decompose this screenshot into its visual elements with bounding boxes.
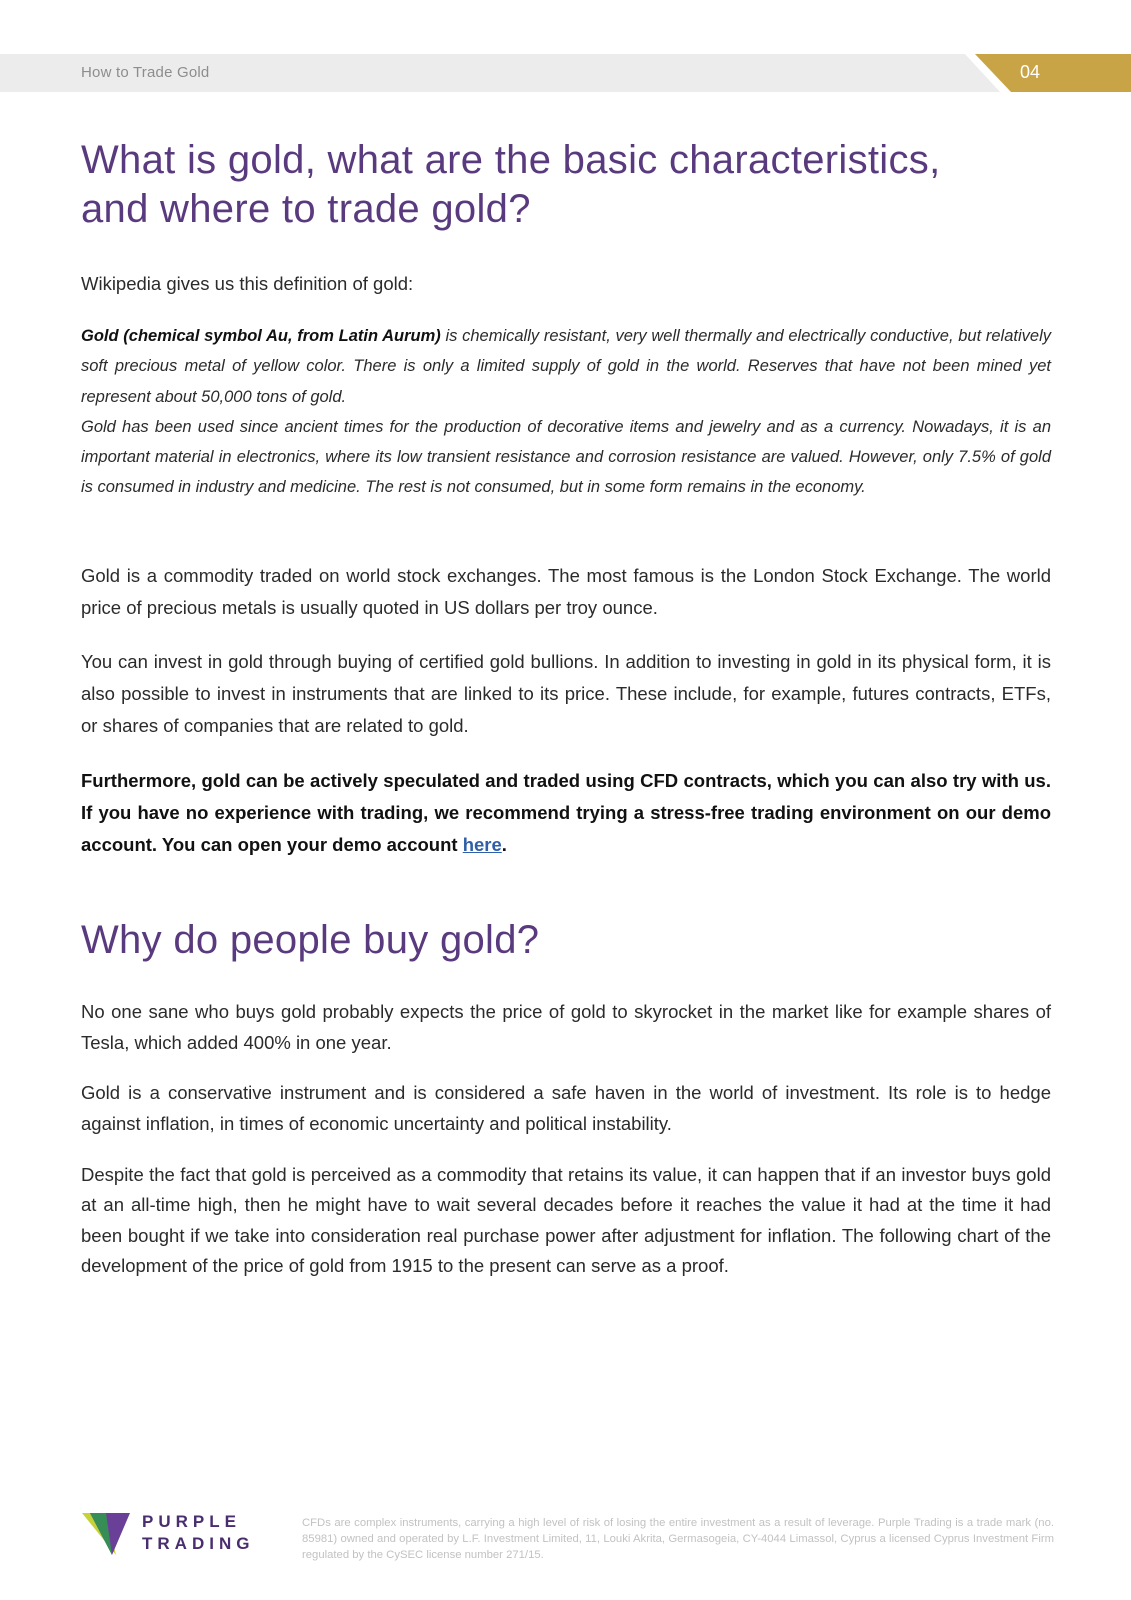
paragraph-safe-haven: Gold is a conservative instrument and is considered a safe haven in the world of investment. Its role is to hedge against inflation, in times of economic uncertainty and political instability. — [81, 1082, 1051, 1134]
quote-bold-term: Gold (chemical symbol Au, from Latin Aurum) — [81, 327, 441, 345]
paragraph-stock-exchanges: Gold is a commodity traded on world stock exchanges. The most famous is the London Stock Exchange. The world price of precious metals is usually quoted in US dollars per troy ounce. — [81, 565, 1051, 618]
page-header — [0, 54, 1131, 92]
paragraph-no-one-sane: No one sane who buys gold probably expects the price of gold to skyrocket in the market like for example shares of Tesla, which added 400% in one year. — [81, 1001, 1051, 1053]
header-gold-tab — [975, 54, 1131, 92]
logo-mark-icon — [82, 1511, 132, 1557]
paragraph-all-time-high: Despite the fact that gold is perceived as a commodity that retains its value, it can happen that if an investor buys gold at an all-time high, then he might have to wait several decades before it reaches the value it had at the time it had been bought if we take into consideration real purchase power after adjustment for inflation. The following chart of the development of the price of gold from 1915 to the present can serve as a proof. — [81, 1164, 1051, 1276]
logo-text-line-1: PURPLE — [142, 1512, 241, 1531]
cfd-text-end: . — [501, 834, 507, 855]
demo-account-link[interactable]: here — [462, 834, 502, 855]
heading-line-2: and where to trade gold? — [81, 187, 531, 231]
quote-paragraph-2: Gold has been used since ancient times for the production of decorative items and jewelry and as a currency. Nowadays, it is an important material in electronics, where its low transient resistance and corrosion resistance are valued. However, only 7.5% of gold is consumed in industry and medicine. The rest is not consumed, but in some form remains in the economy. — [81, 417, 1051, 497]
logo-text-line-2: TRADING — [142, 1534, 255, 1553]
heading-line-1: What is gold, what are the basic characteristics, — [81, 138, 941, 182]
purple-trading-logo — [82, 1511, 262, 1559]
document-title: How to Trade Gold — [81, 64, 210, 81]
legal-disclaimer: CFDs are complex instruments, carrying a high level of risk of losing the entire investment as a result of leverage. Purple Trading is a trade mark (no. 85981) owned and operated by L.F. Investment Limited, 11, Louki Akrita, Germasogeia, CY-4044 Limassol, Cyprus a licensed Cyprus Investment Firm regulated by the CySEC license number 271/15. — [302, 1517, 1054, 1561]
wikipedia-quote — [81, 321, 1051, 503]
paragraph-cfd-trading — [81, 765, 1051, 861]
page-number: 04 — [1020, 62, 1041, 82]
quote-text: is chemically resistant, very well thermally and electrically conductive, but relatively soft precious metal of yellow color. There is only a limited supply of gold in the world. Reserves that have not been mined yet represent about 50,000 tons of gold. — [81, 327, 1051, 406]
intro-paragraph: Wikipedia gives us this definition of gold: — [81, 273, 414, 294]
cfd-text: Furthermore, gold can be actively speculated and traded using CFD contracts, which you can also try with us. If you have no experience with trading, we recommend trying a stress-free trading environment on our demo account. You can open your demo account — [81, 770, 1051, 855]
section-heading-what-is-gold — [81, 136, 1061, 234]
section-heading-why-buy-gold: Why do people buy gold? — [81, 918, 540, 962]
quote-paragraph-1 — [81, 321, 1051, 412]
paragraph-invest-in-gold: You can invest in gold through buying of certified gold bullions. In addition to investing in gold in its physical form, it is also possible to invest in instruments that are linked to its price. These include, for example, futures contracts, ETFs, or shares of companies that are related to gold. — [81, 651, 1051, 736]
